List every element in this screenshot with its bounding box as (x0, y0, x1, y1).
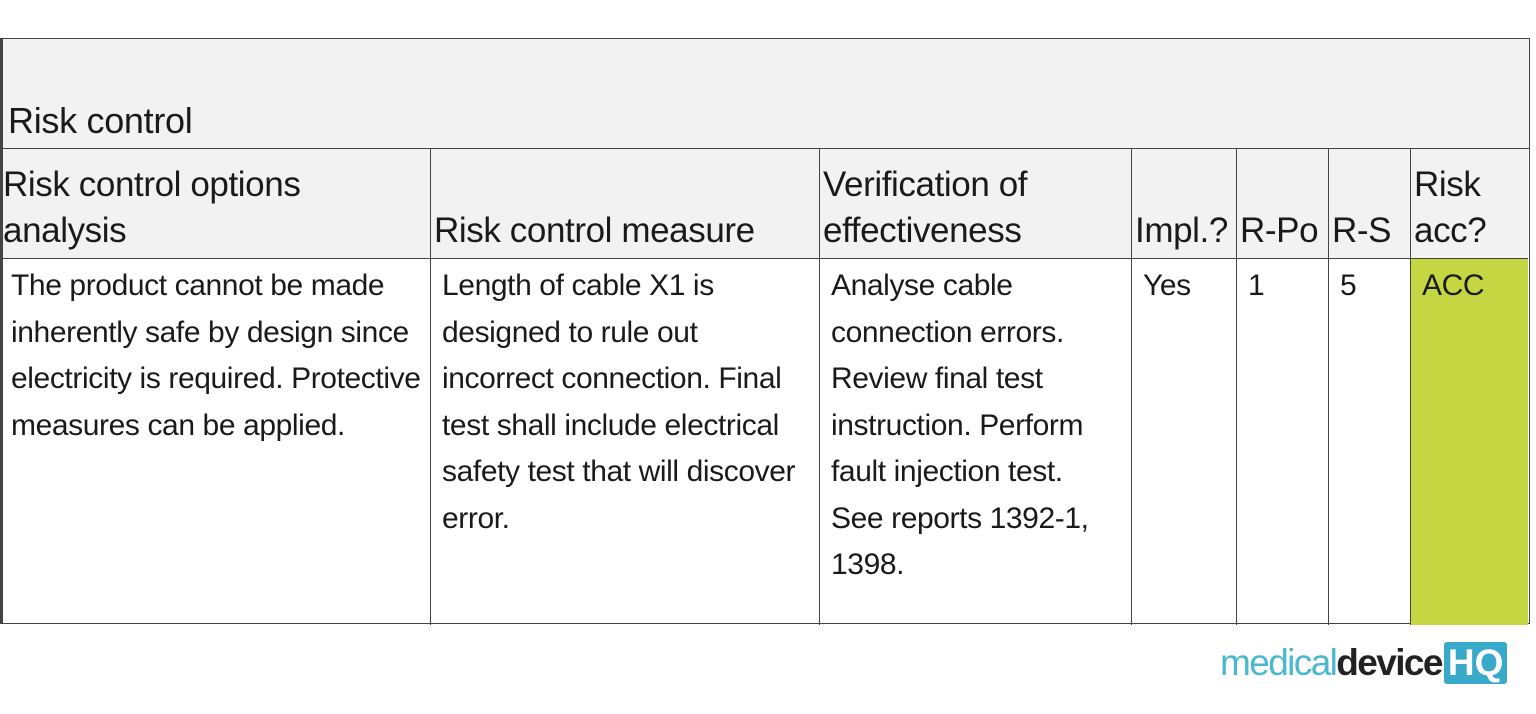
header-options-label: Risk control options analysis (3, 165, 301, 250)
header-implemented (1132, 149, 1237, 259)
header-risk-acc-label: Risk acc? (1414, 165, 1487, 250)
header-measure-label: Risk control measure (434, 211, 755, 250)
cell-verification-text: Analyse cable connection errors. Review final test instruction. Perform fault injection test. See reports 1392-1, 1398. (831, 269, 1089, 581)
header-measure (431, 149, 820, 259)
logo-part-hq: HQ (1444, 642, 1508, 684)
medicaldevicehq-logo (1220, 642, 1512, 690)
cell-r-po-text: 1 (1248, 269, 1265, 302)
header-r-s (1329, 149, 1411, 259)
cell-implemented (1132, 259, 1237, 625)
header-risk-acc (1411, 149, 1528, 259)
header-implemented-label: Impl.? (1135, 211, 1228, 250)
cell-verification (820, 259, 1132, 625)
table-title-row (0, 39, 1529, 149)
risk-control-table (0, 38, 1530, 624)
cell-implemented-text: Yes (1143, 269, 1191, 302)
header-verification (820, 149, 1132, 259)
cell-options (0, 259, 431, 625)
logo-part-device: device (1336, 642, 1442, 683)
header-r-po (1237, 149, 1329, 259)
table-left-border (0, 38, 3, 624)
cell-measure-text: Length of cable X1 is designed to rule out incorrect connection. Final test shall include electrical safety test that will discover error. (442, 269, 796, 535)
table-title: Risk control (8, 100, 193, 141)
cell-r-s-text: 5 (1340, 269, 1357, 302)
logo-part-medical: medical (1220, 642, 1337, 683)
header-verification-label: Verification of effectiveness (823, 165, 1028, 250)
cell-r-s (1329, 259, 1411, 625)
cell-options-text: The product cannot be made inherently safe by design since electricity is required. Protective measures can be applied. (11, 269, 421, 442)
cell-risk-acc-text: ACC (1422, 269, 1485, 302)
cell-measure (431, 259, 820, 625)
header-r-s-label: R-S (1332, 211, 1392, 250)
cell-risk-acc (1411, 259, 1528, 625)
header-options (0, 149, 431, 259)
cell-r-po (1237, 259, 1329, 625)
header-r-po-label: R-Po (1240, 211, 1319, 250)
